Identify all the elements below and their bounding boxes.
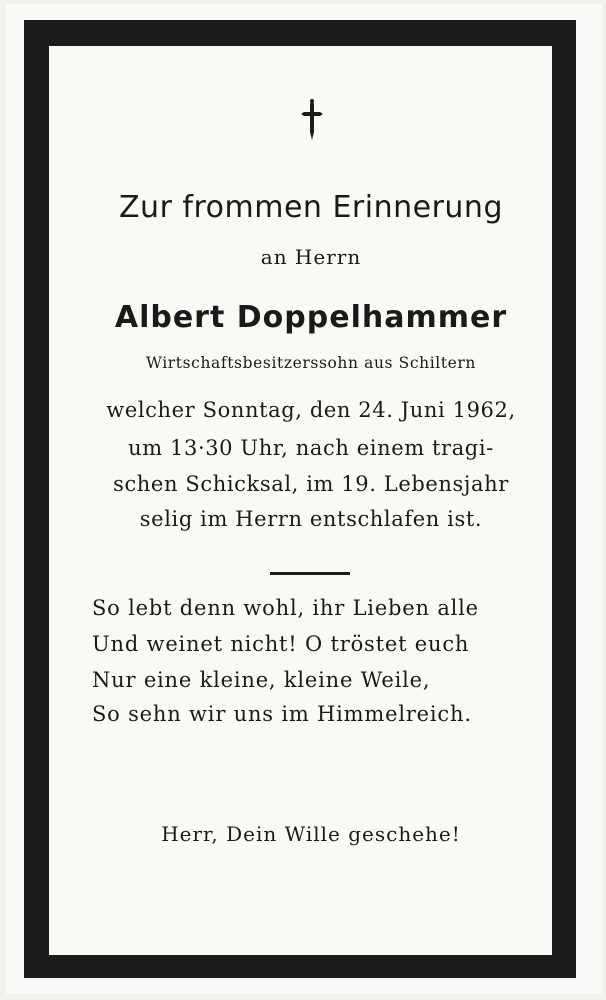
death-line-3: schen Schicksal, im 19. Lebensjahr — [113, 472, 509, 496]
poem-line-3: Nur eine kleine, kleine Weile, — [92, 668, 431, 692]
occupation-line: Wirtschaftsbesitzerssohn aus Schiltern — [145, 354, 477, 372]
closing-prayer: Herr, Dein Wille geschehe! — [161, 822, 461, 846]
poem-line-4: So sehn wir uns im Himmelreich. — [92, 702, 472, 726]
cross-icon — [299, 98, 325, 142]
card-heading: Zur frommen Erinnerung — [119, 190, 503, 225]
death-line-1: welcher Sonntag, den 24. Juni 1962, — [106, 398, 516, 422]
divider-line — [270, 572, 350, 575]
card-inner-panel — [49, 46, 552, 955]
death-line-2: um 13·30 Uhr, nach einem tragi- — [128, 436, 494, 460]
poem-line-2: Und weinet nicht! O tröstet euch — [92, 632, 470, 656]
death-line-4: selig im Herrn entschlafen ist. — [139, 507, 483, 531]
deceased-name: Albert Doppelhammer — [114, 300, 508, 335]
poem-line-1: So lebt denn wohl, ihr Lieben alle — [92, 596, 479, 620]
salutation: an Herrn — [260, 245, 362, 269]
